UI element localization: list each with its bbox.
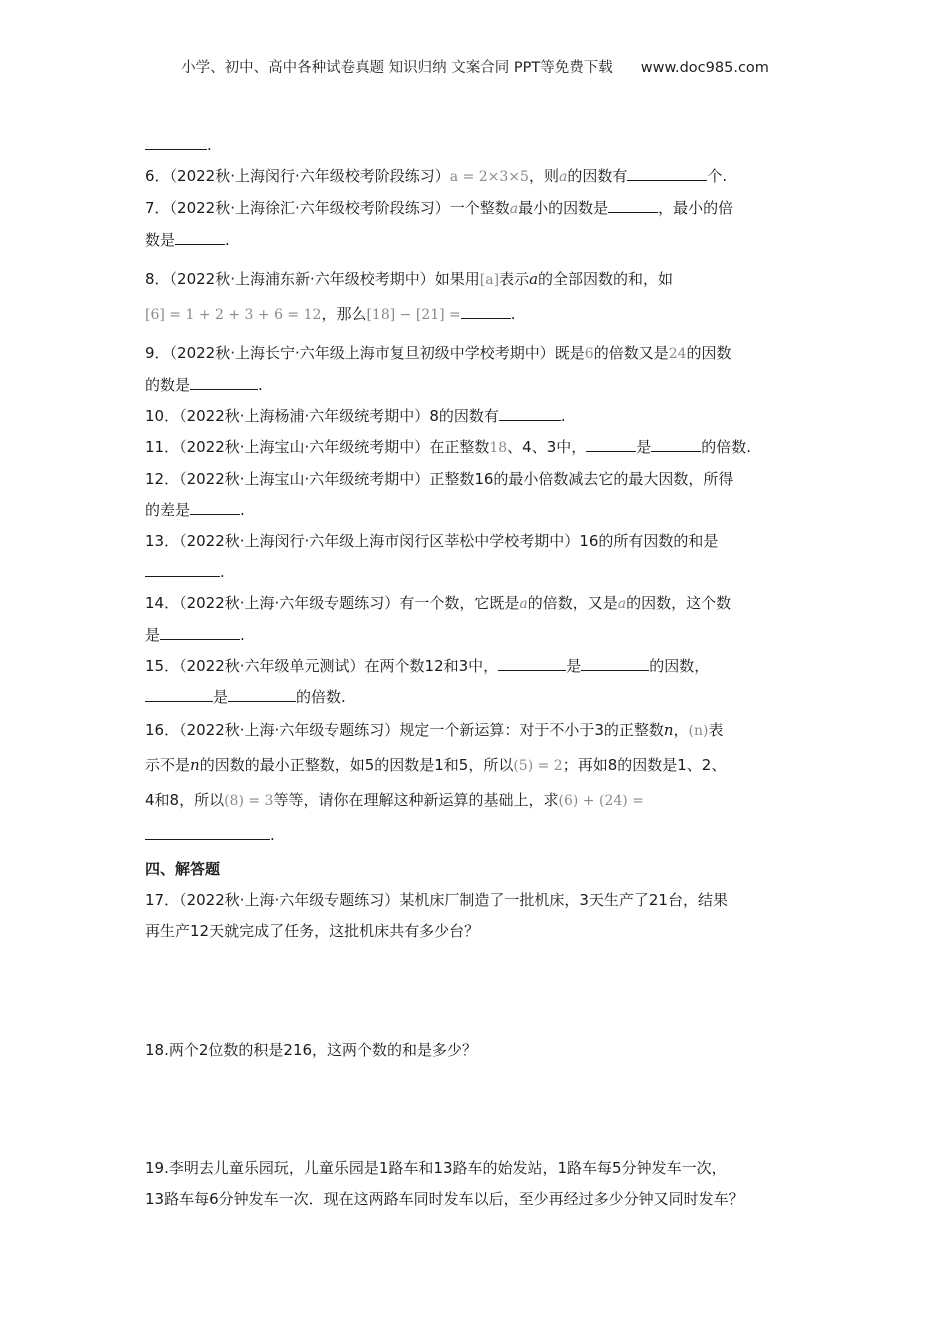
- bracket-symbol: [a]: [479, 272, 500, 288]
- continuation-line: .: [145, 130, 810, 161]
- question-8-cont: [6] = 1 + 2 + 3 + 6 = 12，那么[18] − [21] = .: [145, 305, 516, 323]
- question-12: 12．（2022秋·上海宝山·六年级统考期中）正整数16的最小倍数减去它的最大因数，所得: [145, 470, 734, 488]
- formula: a = 2×3×5: [449, 169, 529, 185]
- question-14-cont: 是 .: [145, 626, 245, 644]
- question-13: 13．（2022秋·上海闵行·六年级上海市闵行区莘松中学校考期中）16的所有因数的和是: [145, 532, 719, 550]
- question-15: 15．（2022秋·六年级单元测试）在两个数12和3中， 是 的因数，: [145, 657, 710, 675]
- page-header: [0, 56, 950, 77]
- answer-blank[interactable]: [586, 437, 636, 452]
- answer-blank[interactable]: [160, 625, 240, 640]
- answer-blank[interactable]: [145, 562, 220, 577]
- question-19-cont: 13路车每6分钟发车一次．现在这两路车同时发车以后，至少再经过多少分钟又同时发车？: [145, 1190, 744, 1208]
- question-16-cont-2: 4和8，所以(8) = 3等等，请你在理解这种新运算的基础上，求(6) + (24) =: [145, 791, 644, 809]
- question-8: 8．（2022秋·上海浦东新·六年级校考期中）如果用[a]表示a的全部因数的和，如: [145, 270, 674, 288]
- question-9-cont: 的数是 .: [145, 376, 263, 394]
- header-text: 小学、初中、高中各种试卷真题 知识归纳 文案合同 PPT等免费下载: [181, 60, 613, 76]
- question-7: 7．（2022秋·上海徐汇·六年级校考阶段练习）一个整数a最小的因数是 ，最小的倍: [145, 199, 734, 217]
- question-11: 11．（2022秋·上海宝山·六年级统考期中）在正整数18、4、3中， 是 的倍数.: [145, 438, 752, 456]
- answer-blank[interactable]: [608, 198, 658, 213]
- question-19: 19.李明去儿童乐园玩，儿童乐园是1路车和13路车的始发站，1路车每5分钟发车一次，: [145, 1159, 727, 1177]
- question-9: 9．（2022秋·上海长宁·六年级上海市复旦初级中学校考期中）既是6的倍数又是24的因数: [145, 344, 732, 362]
- question-15-cont: 是 的倍数.: [145, 682, 810, 713]
- formula: (5) = 2: [513, 758, 563, 774]
- document-body: [145, 130, 810, 1215]
- answer-blank[interactable]: [461, 304, 511, 319]
- formula: (6) + (24) =: [558, 793, 644, 809]
- answer-blank[interactable]: [499, 406, 561, 421]
- question-16: 16．（2022秋·上海·六年级专题练习）规定一个新运算：对于不小于3的正整数n，(n)表: [145, 721, 724, 739]
- answer-blank[interactable]: [228, 687, 296, 702]
- section-heading: 四、解答题: [145, 860, 221, 878]
- question-12-cont: 的差是 .: [145, 501, 245, 519]
- header-site-link[interactable]: www.doc985.com: [640, 60, 769, 76]
- answer-blank[interactable]: [498, 656, 566, 671]
- question-6: 6．（2022秋·上海闵行·六年级校考阶段练习）a = 2×3×5，则a的因数有 个.: [145, 167, 728, 185]
- question-10: 10．（2022秋·上海杨浦·六年级统考期中）8的因数有 .: [145, 407, 566, 425]
- question-17: 17．（2022秋·上海·六年级专题练习）某机床厂制造了一批机床，3天生产了21台，结果: [145, 891, 728, 909]
- question-18: 18.两个2位数的积是216，这两个数的和是多少？: [145, 1041, 478, 1059]
- answer-blank[interactable]: [175, 230, 225, 245]
- answer-blank[interactable]: [145, 825, 270, 840]
- formula: [6] = 1 + 2 + 3 + 6 = 12: [145, 307, 322, 323]
- answer-blank[interactable]: [190, 375, 258, 390]
- answer-blank[interactable]: [145, 135, 207, 150]
- question-17-cont: 再生产12天就完成了任务，这批机床共有多少台？: [145, 922, 480, 940]
- answer-blank[interactable]: [145, 687, 213, 702]
- formula: (8) = 3: [224, 793, 274, 809]
- question-16-cont-3: .: [145, 818, 810, 852]
- question-7-cont: 数是 .: [145, 231, 230, 249]
- answer-blank[interactable]: [190, 500, 240, 515]
- answer-blank[interactable]: [581, 656, 649, 671]
- answer-blank[interactable]: [627, 166, 707, 181]
- question-14: 14．（2022秋·上海·六年级专题练习）有一个数，它既是a的倍数，又是a的因数，这个数: [145, 594, 732, 612]
- question-16-cont-1: 示不是n的因数的最小正整数，如5的因数是1和5，所以(5) = 2；再如8的因数是1、2、: [145, 756, 727, 774]
- answer-blank[interactable]: [651, 437, 701, 452]
- formula: [18] − [21] =: [366, 307, 461, 323]
- question-13-cont: .: [145, 557, 810, 588]
